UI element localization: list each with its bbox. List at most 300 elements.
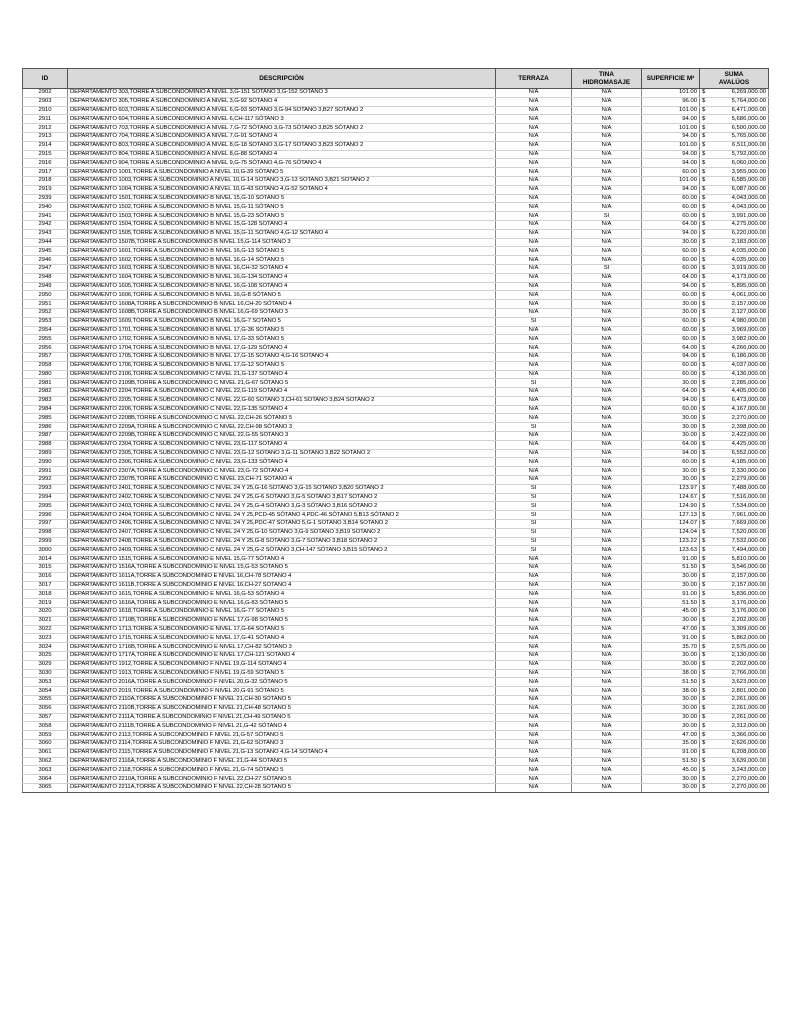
cell-superficie: 60.00 (642, 212, 700, 221)
cell-superficie: 47.00 (642, 625, 700, 634)
cell-id: 2914 (23, 141, 68, 150)
cell-avaluo: 3,309,000.00 (714, 625, 769, 634)
table-row (23, 291, 769, 300)
table-row (23, 264, 769, 273)
cell-descripcion: DEPARTAMENTO 2204,TORRE A SUBCONDOMINIO C NIVEL 22,G-119 SÓTANO 4 (68, 388, 496, 397)
cell-id: 3057 (23, 713, 68, 722)
cell-tina: N/A (572, 300, 642, 309)
table-row (23, 326, 769, 335)
cell-id: 2915 (23, 150, 68, 159)
cell-avaluo: 2,270,000.00 (714, 783, 769, 792)
cell-terraza: N/A (496, 748, 572, 757)
table-row (23, 89, 769, 98)
cell-descripcion: DEPARTAMENTO 1611B,TORRE A SUBCONDOMINIO E NIVEL 16,CH-27 SÓTANO 4 (68, 581, 496, 590)
header-tina-line2: HIDROMASAJE (582, 78, 631, 86)
cell-avaluo: 6,471,000.00 (714, 106, 769, 115)
cell-tina: N/A (572, 132, 642, 141)
cell-id: 3029 (23, 660, 68, 669)
cell-descripcion: DEPARTAMENTO 2209B,TORRE A SUBCONDOMINIO C NIVEL 22,G-55 SÓTANO 3 (68, 432, 496, 441)
cell-avaluo: 3,639,000.00 (714, 757, 769, 766)
cell-superficie: 51.50 (642, 564, 700, 573)
header-id: ID (23, 69, 68, 89)
header-suma (700, 69, 769, 89)
cell-id: 2911 (23, 115, 68, 124)
cell-currency: $ (700, 520, 714, 529)
cell-id: 2980 (23, 370, 68, 379)
cell-avaluo: 3,546,000.00 (714, 564, 769, 573)
cell-currency: $ (700, 739, 714, 748)
cell-descripcion: DEPARTAMENTO 303,TORRE A SUBCONDOMINIO A NIVEL 3,G-151 SÓTANO 3,G-152 SÓTANO 3 (68, 89, 496, 98)
cell-id: 2949 (23, 282, 68, 291)
cell-descripcion: DEPARTAMENTO 1912,TORRE A SUBCONDOMINIO F NIVEL 19,G-114 SÓTANO 4 (68, 660, 496, 669)
cell-terraza: N/A (496, 273, 572, 282)
cell-tina: N/A (572, 97, 642, 106)
cell-terraza: N/A (496, 405, 572, 414)
cell-tina: N/A (572, 467, 642, 476)
cell-id: 3019 (23, 599, 68, 608)
cell-superficie: 30.00 (642, 652, 700, 661)
cell-avaluo: 6,500,000.00 (714, 124, 769, 133)
cell-descripcion: DEPARTAMENTO 1609,TORRE A SUBCONDOMINIO B NIVEL 16,G-7 SÓTANO 5 (68, 317, 496, 326)
cell-avaluo: 3,176,000.00 (714, 599, 769, 608)
cell-superficie: 30.00 (642, 300, 700, 309)
cell-terraza: N/A (496, 388, 572, 397)
table-row (23, 660, 769, 669)
cell-currency: $ (700, 256, 714, 265)
cell-tina: N/A (572, 273, 642, 282)
cell-tina: N/A (572, 335, 642, 344)
table-row (23, 203, 769, 212)
cell-descripcion: DEPARTAMENTO 1716B,TORRE A SUBCONDOMINIO E NIVEL 17,CH-82 SÓTANO 3 (68, 643, 496, 652)
cell-tina: N/A (572, 432, 642, 441)
cell-tina: N/A (572, 388, 642, 397)
cell-id: 3016 (23, 572, 68, 581)
cell-terraza: N/A (496, 766, 572, 775)
cell-descripcion: DEPARTAMENTO 2402,TORRE A SUBCONDOMINIO C NIVEL 24 Y 25,G-6 SÓTANO 3,G-5 SÓTANO 3,B17 SÓTANO 2 (68, 493, 496, 502)
table-row (23, 564, 769, 573)
cell-id: 3023 (23, 634, 68, 643)
cell-id: 2913 (23, 132, 68, 141)
cell-avaluo: 6,087,000.00 (714, 185, 769, 194)
table-row (23, 572, 769, 581)
cell-currency: $ (700, 185, 714, 194)
header-row (23, 69, 769, 89)
table-row (23, 141, 769, 150)
cell-id: 2991 (23, 467, 68, 476)
cell-avaluo: 6,186,000.00 (714, 352, 769, 361)
cell-superficie: 30.00 (642, 660, 700, 669)
cell-id: 2941 (23, 212, 68, 221)
cell-terraza: SI (496, 502, 572, 511)
cell-terraza: N/A (496, 132, 572, 141)
cell-currency: $ (700, 203, 714, 212)
cell-tina: N/A (572, 396, 642, 405)
cell-avaluo: 4,061,000.00 (714, 291, 769, 300)
cell-avaluo: 4,405,000.00 (714, 388, 769, 397)
cell-superficie: 124.90 (642, 502, 700, 511)
cell-terraza: N/A (496, 89, 572, 98)
cell-id: 2951 (23, 300, 68, 309)
cell-tina: N/A (572, 678, 642, 687)
cell-currency: $ (700, 229, 714, 238)
cell-terraza: N/A (496, 449, 572, 458)
cell-tina: N/A (572, 150, 642, 159)
cell-descripcion: DEPARTAMENTO 1515,TORRE A SUBCONDOMINIO E NIVEL 15,G-77 SÓTANO 4 (68, 555, 496, 564)
cell-tina: N/A (572, 344, 642, 353)
cell-terraza: N/A (496, 124, 572, 133)
cell-currency: $ (700, 713, 714, 722)
cell-terraza: SI (496, 493, 572, 502)
cell-avaluo: 2,766,000.00 (714, 669, 769, 678)
cell-terraza: N/A (496, 440, 572, 449)
cell-id: 3000 (23, 546, 68, 555)
cell-currency: $ (700, 247, 714, 256)
cell-id: 2981 (23, 379, 68, 388)
cell-id: 3061 (23, 748, 68, 757)
cell-avaluo: 6,585,000.00 (714, 176, 769, 185)
cell-descripcion: DEPARTAMENTO 2403,TORRE A SUBCONDOMINIO C NIVEL 24 Y 25,G-4 SÓTANO 3,G-3 SÓTANO 3,B16 SÓTANO 2 (68, 502, 496, 511)
cell-terraza: N/A (496, 344, 572, 353)
cell-terraza: N/A (496, 476, 572, 485)
cell-superficie: 60.00 (642, 361, 700, 370)
cell-avaluo: 2,157,000.00 (714, 581, 769, 590)
table-row (23, 185, 769, 194)
cell-descripcion: DEPARTAMENTO 2113,TORRE A SUBCONDOMINIO F NIVEL 21,G-57 SÓTANO 5 (68, 731, 496, 740)
cell-id: 3017 (23, 581, 68, 590)
cell-currency: $ (700, 423, 714, 432)
cell-terraza: SI (496, 317, 572, 326)
cell-id: 2955 (23, 335, 68, 344)
table-row (23, 344, 769, 353)
cell-avaluo: 4,275,000.00 (714, 220, 769, 229)
cell-terraza: N/A (496, 106, 572, 115)
cell-tina: N/A (572, 238, 642, 247)
cell-avaluo: 7,494,000.00 (714, 546, 769, 555)
cell-tina: SI (572, 264, 642, 273)
cell-terraza: N/A (496, 660, 572, 669)
cell-tina: N/A (572, 282, 642, 291)
cell-superficie: 38.00 (642, 669, 700, 678)
cell-currency: $ (700, 405, 714, 414)
cell-terraza: N/A (496, 669, 572, 678)
cell-avaluo: 4,043,000.00 (714, 203, 769, 212)
cell-superficie: 94.00 (642, 159, 700, 168)
cell-descripcion: DEPARTAMENTO 1608A,TORRE A SUBCONDOMINIO B NIVEL 16,CH-20 SÓTANO 4 (68, 300, 496, 309)
cell-avaluo: 2,270,000.00 (714, 775, 769, 784)
cell-id: 2998 (23, 528, 68, 537)
cell-tina: N/A (572, 256, 642, 265)
cell-avaluo: 6,552,000.00 (714, 449, 769, 458)
cell-tina: N/A (572, 511, 642, 520)
cell-terraza: N/A (496, 687, 572, 696)
cell-descripcion: DEPARTAMENTO 1704,TORRE A SUBCONDOMINIO B NIVEL 17,G-129 SÓTANO 4 (68, 344, 496, 353)
cell-superficie: 91.00 (642, 555, 700, 564)
cell-avaluo: 2,157,000.00 (714, 572, 769, 581)
cell-terraza: N/A (496, 159, 572, 168)
table-row (23, 652, 769, 661)
cell-currency: $ (700, 722, 714, 731)
cell-tina: N/A (572, 502, 642, 511)
cell-superficie: 60.00 (642, 317, 700, 326)
cell-id: 2910 (23, 106, 68, 115)
header-suma-line1: SUMA (724, 70, 744, 78)
table-row (23, 722, 769, 731)
table-row (23, 308, 769, 317)
cell-descripcion: DEPARTAMENTO 1502,TORRE A SUBCONDOMINIO B NIVEL 15,G-11 SÓTANO 5 (68, 203, 496, 212)
cell-currency: $ (700, 581, 714, 590)
cell-terraza: N/A (496, 352, 572, 361)
cell-terraza: N/A (496, 97, 572, 106)
cell-terraza: N/A (496, 616, 572, 625)
cell-tina: N/A (572, 229, 642, 238)
cell-currency: $ (700, 502, 714, 511)
cell-avaluo: 7,534,000.00 (714, 502, 769, 511)
cell-terraza: N/A (496, 361, 572, 370)
cell-avaluo: 6,511,000.00 (714, 141, 769, 150)
cell-tina: N/A (572, 652, 642, 661)
cell-tina: N/A (572, 405, 642, 414)
cell-tina: N/A (572, 203, 642, 212)
header-suma-line2: AVALÚOS (718, 78, 750, 86)
cell-descripcion: DEPARTAMENTO 2407,TORRE A SUBCONDOMINIO C NIVEL 24 Y 25,G-10 SÓTANO 3,G-9 SÓTANO 3,B19 SÓTANO 2 (68, 528, 496, 537)
cell-avaluo: 5,764,000.00 (714, 97, 769, 106)
cell-tina: N/A (572, 590, 642, 599)
cell-terraza: N/A (496, 713, 572, 722)
cell-descripcion: DEPARTAMENTO 2307A,TORRE A SUBCONDOMINIO C NIVEL 23,G-72 SÓTANO 4 (68, 467, 496, 476)
cell-currency: $ (700, 546, 714, 555)
cell-avaluo: 6,473,000.00 (714, 396, 769, 405)
table-row (23, 757, 769, 766)
cell-currency: $ (700, 678, 714, 687)
cell-currency: $ (700, 344, 714, 353)
table-row (23, 300, 769, 309)
cell-avaluo: 5,765,000.00 (714, 132, 769, 141)
cell-currency: $ (700, 159, 714, 168)
cell-superficie: 94.00 (642, 282, 700, 291)
cell-avaluo: 2,626,000.00 (714, 739, 769, 748)
cell-avaluo: 4,043,000.00 (714, 194, 769, 203)
cell-terraza: N/A (496, 370, 572, 379)
header-terraza: TERRAZA (496, 69, 572, 89)
cell-terraza: N/A (496, 115, 572, 124)
cell-id: 2987 (23, 432, 68, 441)
cell-id: 2997 (23, 520, 68, 529)
cell-avaluo: 7,488,000.00 (714, 484, 769, 493)
cell-descripcion: DEPARTAMENTO 2118,TORRE A SUBCONDOMINIO F NIVEL 21,G-74 SÓTANO 5 (68, 766, 496, 775)
cell-descripcion: DEPARTAMENTO 2019,TORRE A SUBCONDOMINIO F NIVEL 20,G-91 SÓTANO 5 (68, 687, 496, 696)
cell-superficie: 47.00 (642, 731, 700, 740)
cell-currency: $ (700, 124, 714, 133)
cell-id: 3055 (23, 695, 68, 704)
cell-descripcion: DEPARTAMENTO 2209A,TORRE A SUBCONDOMINIO C NIVEL 22,CH-98 SÓTANO 3 (68, 423, 496, 432)
cell-currency: $ (700, 440, 714, 449)
table-row (23, 476, 769, 485)
cell-tina: N/A (572, 291, 642, 300)
cell-tina: N/A (572, 757, 642, 766)
cell-descripcion: DEPARTAMENTO 2110A,TORRE A SUBCONDOMINIO F NIVEL 21,CH-30 SÓTANO 5 (68, 695, 496, 704)
cell-tina: N/A (572, 634, 642, 643)
table-row (23, 493, 769, 502)
cell-avaluo: 5,895,000.00 (714, 282, 769, 291)
cell-avaluo: 2,330,000.00 (714, 467, 769, 476)
cell-tina: N/A (572, 616, 642, 625)
cell-currency: $ (700, 317, 714, 326)
cell-avaluo: 3,955,000.00 (714, 168, 769, 177)
cell-currency: $ (700, 194, 714, 203)
cell-avaluo: 3,623,000.00 (714, 678, 769, 687)
cell-terraza: N/A (496, 458, 572, 467)
cell-id: 3062 (23, 757, 68, 766)
cell-descripcion: DEPARTAMENTO 1717A,TORRE A SUBCONDOMINIO E NIVEL 17,CH-121 SÓTANO 4 (68, 652, 496, 661)
cell-descripcion: DEPARTAMENTO 1604,TORRE A SUBCONDOMINIO B NIVEL 16,G-134 SÓTANO 4 (68, 273, 496, 282)
cell-tina: N/A (572, 185, 642, 194)
cell-avaluo: 4,425,000.00 (714, 440, 769, 449)
cell-currency: $ (700, 634, 714, 643)
table-row (23, 775, 769, 784)
table-row (23, 370, 769, 379)
cell-tina: N/A (572, 361, 642, 370)
cell-superficie: 94.00 (642, 449, 700, 458)
cell-terraza: SI (496, 520, 572, 529)
cell-superficie: 123.63 (642, 546, 700, 555)
cell-avaluo: 6,060,000.00 (714, 159, 769, 168)
cell-id: 2912 (23, 124, 68, 133)
cell-avaluo: 3,991,000.00 (714, 212, 769, 221)
cell-terraza: N/A (496, 652, 572, 661)
cell-avaluo: 6,208,000.00 (714, 748, 769, 757)
cell-descripcion: DEPARTAMENTO 1602,TORRE A SUBCONDOMINIO B NIVEL 16,G-14 SÓTANO 5 (68, 256, 496, 265)
table-row (23, 229, 769, 238)
cell-superficie: 30.00 (642, 423, 700, 432)
cell-terraza: N/A (496, 194, 572, 203)
cell-currency: $ (700, 291, 714, 300)
cell-id: 2943 (23, 229, 68, 238)
cell-descripcion: DEPARTAMENTO 1913,TORRE A SUBCONDOMINIO F NIVEL 19,G-59 SÓTANO 5 (68, 669, 496, 678)
cell-currency: $ (700, 300, 714, 309)
cell-tina: N/A (572, 308, 642, 317)
cell-superficie: 94.00 (642, 132, 700, 141)
cell-avaluo: 2,130,000.00 (714, 652, 769, 661)
cell-superficie: 51.50 (642, 757, 700, 766)
cell-currency: $ (700, 273, 714, 282)
cell-currency: $ (700, 379, 714, 388)
cell-avaluo: 2,422,000.00 (714, 432, 769, 441)
table-row (23, 669, 769, 678)
cell-descripcion: DEPARTAMENTO 1601,TORRE A SUBCONDOMINIO B NIVEL 16,G-13 SÓTANO 5 (68, 247, 496, 256)
cell-id: 3025 (23, 652, 68, 661)
cell-tina: N/A (572, 124, 642, 133)
cell-id: 3054 (23, 687, 68, 696)
cell-id: 2956 (23, 344, 68, 353)
cell-descripcion: DEPARTAMENTO 904,TORRE A SUBCONDOMINIO A NIVEL 9,G-75 SÓTANO 4,G-76 SÓTANO 4 (68, 159, 496, 168)
cell-terraza: N/A (496, 212, 572, 221)
cell-avaluo: 3,919,000.00 (714, 264, 769, 273)
cell-descripcion: DEPARTAMENTO 2406,TORRE A SUBCONDOMINIO C NIVEL 24 Y 25,PDC-47 SÓTANO 5,G-1 SÓTANO 3,B14 SÓTANO 2 (68, 520, 496, 529)
cell-currency: $ (700, 687, 714, 696)
cell-tina: N/A (572, 669, 642, 678)
cell-id: 2995 (23, 502, 68, 511)
table-row (23, 168, 769, 177)
cell-id: 2993 (23, 484, 68, 493)
cell-terraza: N/A (496, 185, 572, 194)
cell-currency: $ (700, 212, 714, 221)
cell-currency: $ (700, 396, 714, 405)
cell-superficie: 123.22 (642, 537, 700, 546)
table-row (23, 520, 769, 529)
cell-currency: $ (700, 731, 714, 740)
cell-tina: N/A (572, 660, 642, 669)
cell-avaluo: 5,810,000.00 (714, 555, 769, 564)
cell-tina: N/A (572, 379, 642, 388)
cell-descripcion: DEPARTAMENTO 1603,TORRE A SUBCONDOMINIO B NIVEL 16,CH-32 SÓTANO 4 (68, 264, 496, 273)
cell-avaluo: 2,261,000.00 (714, 704, 769, 713)
cell-avaluo: 2,183,000.00 (714, 238, 769, 247)
table-row (23, 238, 769, 247)
cell-avaluo: 2,312,000.00 (714, 722, 769, 731)
table-row (23, 739, 769, 748)
cell-avaluo: 5,862,000.00 (714, 634, 769, 643)
cell-descripcion: DEPARTAMENTO 1001,TORRE A SUBCONDOMINIO A NIVEL 10,G-39 SÓTANO 5 (68, 168, 496, 177)
cell-avaluo: 7,520,000.00 (714, 528, 769, 537)
cell-id: 3024 (23, 643, 68, 652)
cell-superficie: 94.00 (642, 396, 700, 405)
table-row (23, 748, 769, 757)
table-row (23, 335, 769, 344)
table-row (23, 783, 769, 792)
cell-tina: N/A (572, 739, 642, 748)
cell-terraza: N/A (496, 625, 572, 634)
cell-currency: $ (700, 528, 714, 537)
table-row (23, 396, 769, 405)
cell-descripcion: DEPARTAMENTO 1706,TORRE A SUBCONDOMINIO B NIVEL 17,G-12 SÓTANO 5 (68, 361, 496, 370)
cell-tina: N/A (572, 783, 642, 792)
cell-id: 2983 (23, 396, 68, 405)
cell-descripcion: DEPARTAMENTO 1618,TORRE A SUBCONDOMINIO E NIVEL 16,G-77 SÓTANO 5 (68, 608, 496, 617)
cell-tina: N/A (572, 247, 642, 256)
cell-avaluo: 2,270,000.00 (714, 414, 769, 423)
table-row (23, 317, 769, 326)
cell-tina: N/A (572, 748, 642, 757)
cell-superficie: 101.00 (642, 141, 700, 150)
cell-descripcion: DEPARTAMENTO 1713,TORRE A SUBCONDOMINIO E NIVEL 17,G-64 SÓTANO 5 (68, 625, 496, 634)
cell-avaluo: 2,127,000.00 (714, 308, 769, 317)
cell-superficie: 30.00 (642, 704, 700, 713)
cell-superficie: 30.00 (642, 722, 700, 731)
cell-tina: N/A (572, 599, 642, 608)
cell-id: 3058 (23, 722, 68, 731)
cell-terraza: N/A (496, 176, 572, 185)
table-row (23, 247, 769, 256)
cell-terraza: N/A (496, 783, 572, 792)
cell-currency: $ (700, 775, 714, 784)
cell-terraza: N/A (496, 220, 572, 229)
cell-descripcion: DEPARTAMENTO 1516A,TORRE A SUBCONDOMINIO E NIVEL 15,G-53 SÓTANO 5 (68, 564, 496, 573)
cell-superficie: 94.00 (642, 185, 700, 194)
cell-superficie: 30.00 (642, 775, 700, 784)
cell-id: 3060 (23, 739, 68, 748)
cell-superficie: 30.00 (642, 467, 700, 476)
table-row (23, 590, 769, 599)
cell-avaluo: 4,185,000.00 (714, 458, 769, 467)
cell-superficie: 30.00 (642, 238, 700, 247)
cell-currency: $ (700, 432, 714, 441)
cell-superficie: 91.00 (642, 634, 700, 643)
cell-tina: N/A (572, 520, 642, 529)
cell-superficie: 94.00 (642, 150, 700, 159)
cell-descripcion: DEPARTAMENTO 2016A,TORRE A SUBCONDOMINIO F NIVEL 20,G-32 SÓTANO 5 (68, 678, 496, 687)
cell-avaluo: 6,269,000.00 (714, 89, 769, 98)
cell-descripcion: DEPARTAMENTO 2110B,TORRE A SUBCONDOMINIO F NIVEL 21,CH-48 SÓTANO 5 (68, 704, 496, 713)
